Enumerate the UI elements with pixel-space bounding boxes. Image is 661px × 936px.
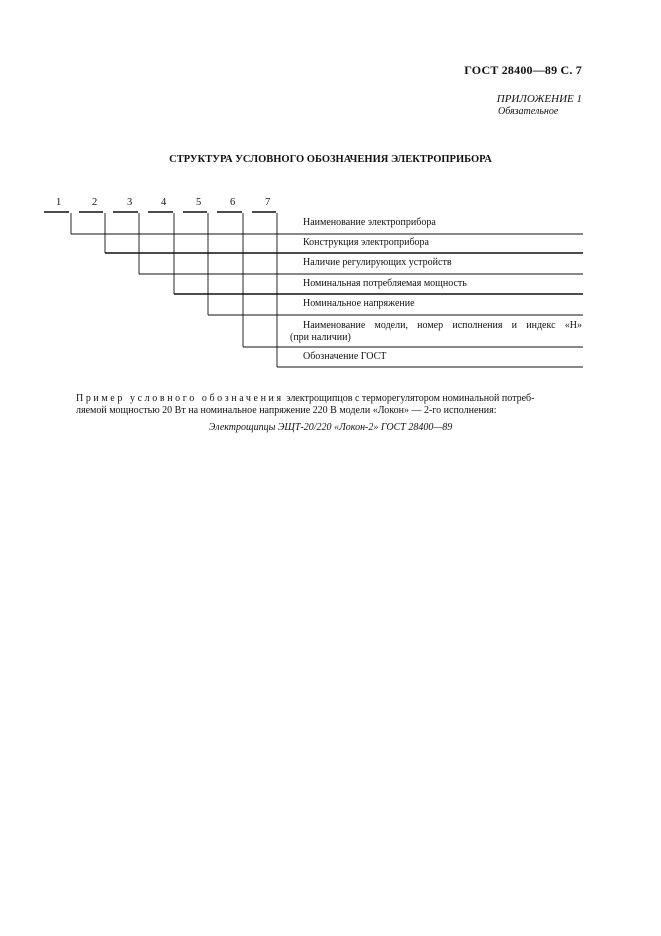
section-title: СТРУКТУРА УСЛОВНОГО ОБОЗНАЧЕНИЯ ЭЛЕКТРОПРИБОРА: [169, 154, 492, 165]
position-number: 6: [230, 197, 236, 208]
row-label: Номинальная потребляемая мощность: [303, 278, 467, 289]
row-label: Наименование электроприбора: [303, 217, 436, 228]
position-number: 3: [127, 197, 133, 208]
example-designation: Электрощипцы ЭЩТ-20/220 «Локон-2» ГОСТ 28400—89: [208, 422, 453, 433]
appendix-title: ПРИЛОЖЕНИЕ 1: [496, 93, 582, 105]
example-text-line1: электрощипцов с терморегулятором номинальной потреб-: [283, 393, 535, 404]
row-label: Наименование модели, номер исполнения и индекс «Н»: [303, 320, 582, 331]
position-number: 7: [265, 197, 271, 208]
row-label: Обозначение ГОСТ: [303, 351, 387, 362]
position-number: 1: [56, 197, 62, 208]
document-header: ГОСТ 28400—89 С. 7: [464, 63, 582, 77]
row-label: Конструкция электроприбора: [303, 237, 429, 248]
row-label-continuation: (при наличии): [290, 332, 351, 343]
position-number: 2: [92, 197, 98, 208]
row-label: Номинальное напряжение: [303, 298, 415, 309]
example-lead: Пример условного обозначения: [76, 393, 284, 404]
appendix-subtitle: Обязательное: [498, 106, 559, 117]
position-number: 4: [161, 197, 167, 208]
row-label: Наличие регулирующих устройств: [303, 257, 452, 268]
example-text-line2: ляемой мощностью 20 Вт на номинальное напряжение 220 В модели «Локон» — 2-го исполнения:: [76, 405, 497, 416]
position-number: 5: [196, 197, 202, 208]
example-paragraph: [76, 392, 581, 405]
